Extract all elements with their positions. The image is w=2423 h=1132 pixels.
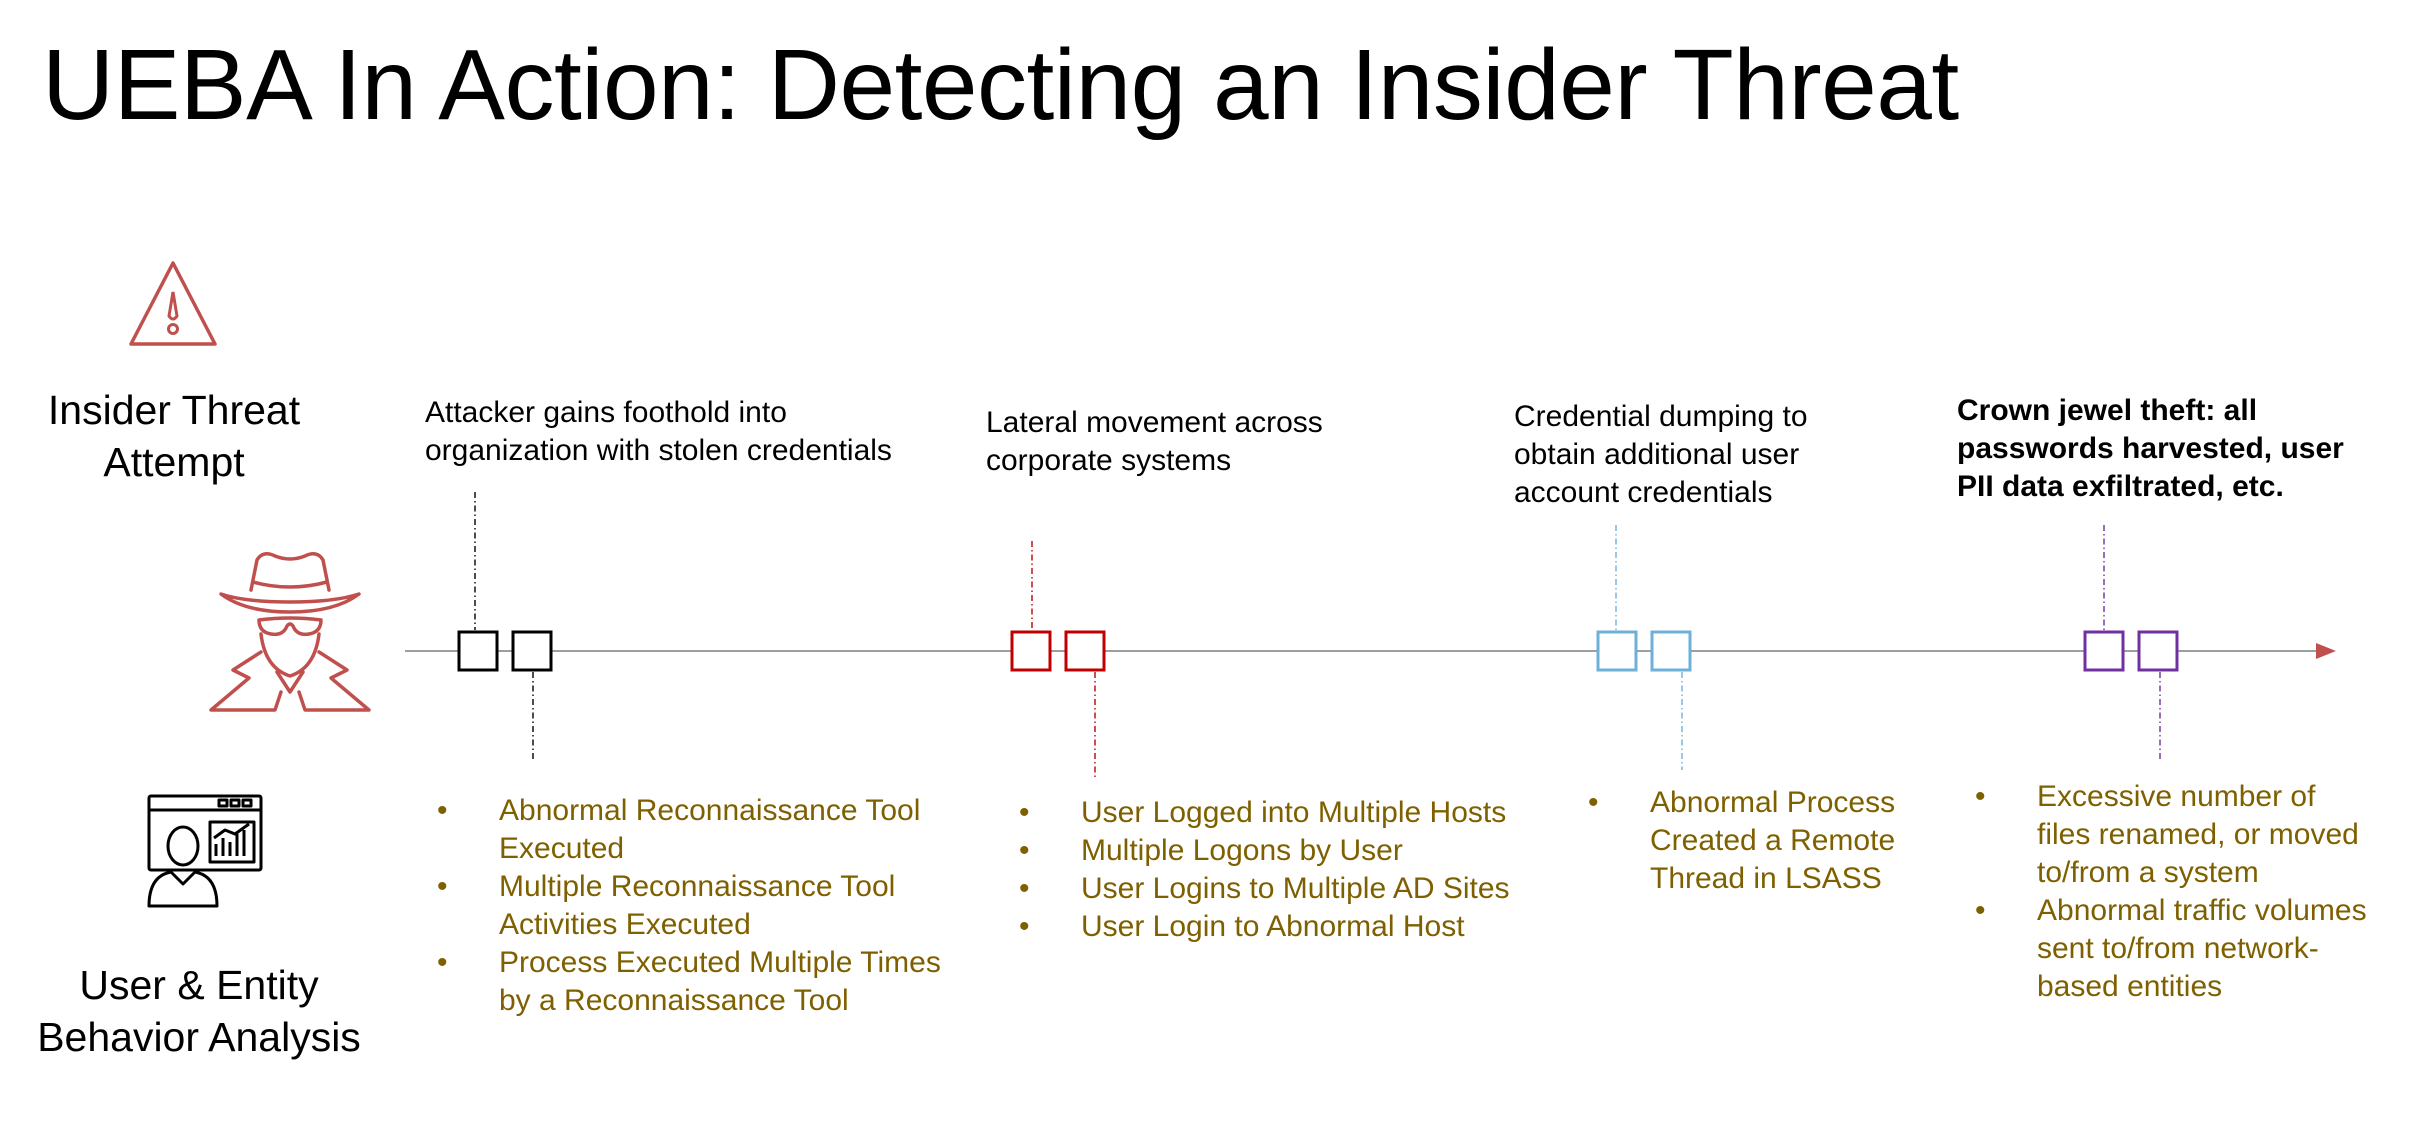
detection-item-line: • Multiple Reconnaissance Tool [499, 870, 896, 903]
detection-item-line: Executed [499, 832, 625, 865]
slide-title: UEBA In Action: Detecting an Insider Threat [42, 29, 1959, 141]
stage-2-description [986, 404, 1406, 480]
stage-marker-box [2085, 632, 2123, 670]
insider-threat-label-line2: Attempt [103, 439, 245, 485]
detection-item-line: files renamed, or moved [2037, 818, 2359, 851]
stage-marker-box [513, 632, 551, 670]
stage-description-line: passwords harvested, user [1957, 432, 2344, 465]
detection-item-line: • Abnormal Process [1650, 786, 1896, 819]
insider-threat-label-line1: Insider Threat [47, 387, 301, 433]
detection-item [1975, 778, 2395, 892]
stage-description-line: Lateral movement across [986, 406, 1323, 439]
stage-1-markers [459, 492, 551, 760]
detection-item-line: • Abnormal Reconnaissance Tool [499, 794, 921, 827]
detection-item-line: • Multiple Logons by User [1081, 834, 1403, 867]
stage-3-description [1514, 398, 1894, 512]
stage-description-line: obtain additional user [1514, 438, 1800, 471]
stage-description-line: corporate systems [986, 444, 1232, 477]
detection-item-line: • Abnormal traffic volumes [2037, 894, 2367, 927]
detection-item-line: to/from a system [2037, 856, 2259, 889]
stage-3-detections [1588, 784, 1948, 898]
stage-1-detections [437, 792, 997, 1020]
stage-description-line: account credentials [1514, 476, 1773, 509]
stage-1-description [425, 394, 985, 470]
detection-item-line: by a Reconnaissance Tool [499, 984, 849, 1017]
stage-4-description [1957, 392, 2397, 506]
stage-description-line: Attacker gains foothold into [425, 396, 787, 429]
detection-item-line: Activities Executed [499, 908, 751, 941]
detection-item [1019, 908, 1559, 946]
stage-4-detections [1975, 778, 2395, 1006]
detection-item [1588, 784, 1948, 898]
ueba-label-line1: User & Entity [79, 962, 319, 1008]
detection-item-line: based entities [2037, 970, 2223, 1003]
ueba-label-line2: Behavior Analysis [37, 1014, 361, 1060]
stage-description-line: Crown jewel theft: all [1957, 394, 2258, 427]
stage-3-markers [1598, 525, 1690, 770]
stage-4-markers [2085, 525, 2177, 760]
detection-item-line: • User Logins to Multiple AD Sites [1081, 872, 1510, 905]
stage-description-line: organization with stolen credentials [425, 434, 892, 467]
detection-item [437, 792, 997, 868]
stage-marker-box [1012, 632, 1050, 670]
detection-item-line: Thread in LSASS [1650, 862, 1882, 895]
stage-2-markers [1012, 541, 1104, 780]
detection-item [1019, 870, 1559, 908]
detection-item [437, 944, 997, 1020]
stage-marker-box [1652, 632, 1690, 670]
detection-item-line: • Process Executed Multiple Times [499, 946, 941, 979]
stage-description-line: PII data exfiltrated, etc. [1957, 470, 2284, 503]
stage-marker-box [1598, 632, 1636, 670]
detection-item-line: • User Login to Abnormal Host [1081, 910, 1465, 943]
detection-item-line: • User Logged into Multiple Hosts [1081, 796, 1507, 829]
stage-2-detections [1019, 794, 1559, 946]
stage-marker-box [1066, 632, 1104, 670]
timeline-arrowhead [2316, 643, 2336, 659]
stage-description-line: Credential dumping to [1514, 400, 1808, 433]
detection-item-line: Created a Remote [1650, 824, 1896, 857]
detection-item [1019, 832, 1559, 870]
detection-item [1019, 794, 1559, 832]
detection-item [1975, 892, 2395, 1006]
detection-item-line: • Excessive number of [2037, 780, 2316, 813]
detection-item [437, 868, 997, 944]
stage-marker-box [2139, 632, 2177, 670]
detection-item-line: sent to/from network- [2037, 932, 2319, 965]
stage-marker-box [459, 632, 497, 670]
